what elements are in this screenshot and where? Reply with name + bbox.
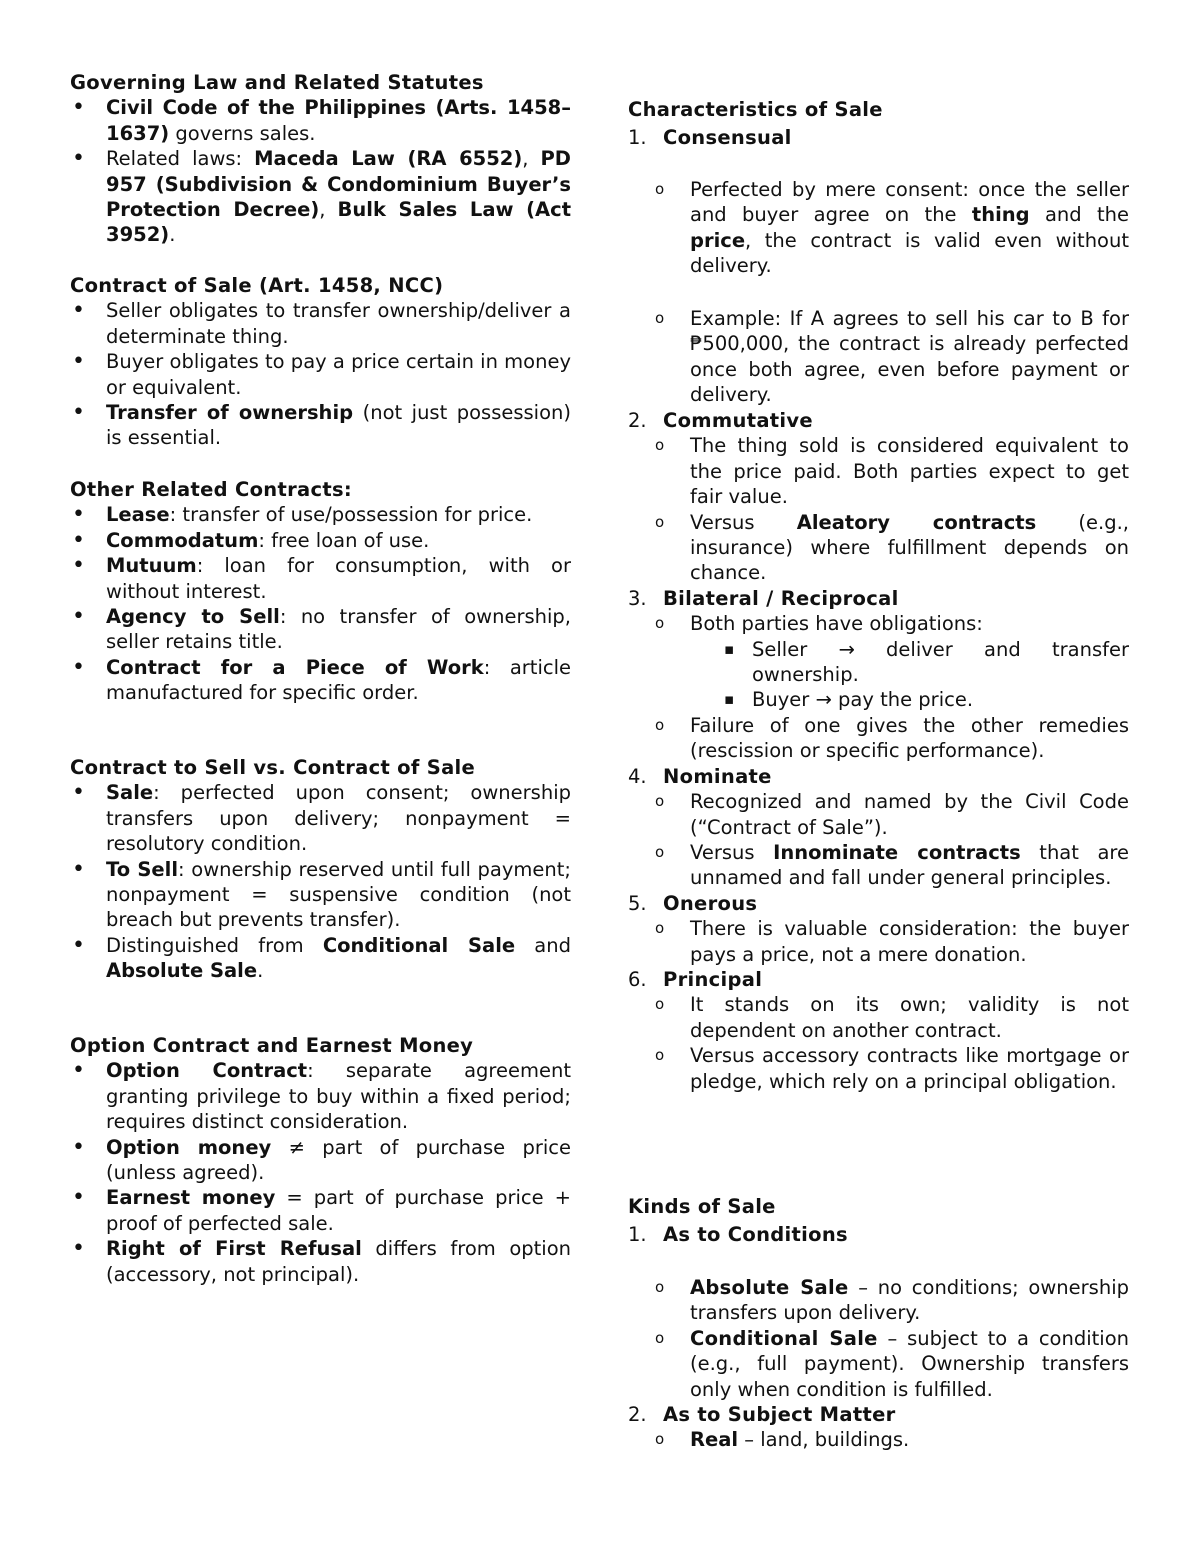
other-related-contracts-section bbox=[70, 477, 571, 706]
char-consensual bbox=[628, 125, 1129, 150]
list-item: • Distinguished from Conditional Sale and Absolute Sale. bbox=[70, 933, 571, 984]
numbered-item-title: 6. Principal bbox=[628, 967, 763, 991]
section-heading: Other Related Contracts: bbox=[70, 478, 352, 501]
numbered-item-title: 1. As to Conditions bbox=[628, 1223, 848, 1247]
governing-law-section bbox=[70, 70, 571, 248]
list-item: • Earnest money = part of purchase price + proof of perfected sale. bbox=[70, 1185, 571, 1236]
list-item: • Right of First Refusal differs from option (accessory, not principal). bbox=[70, 1236, 571, 1287]
section-heading: Contract to Sell vs. Contract of Sale bbox=[70, 756, 476, 779]
sub-item: o Versus Aleatory contracts (e.g., insurance) where fulfillment depends on chance. bbox=[628, 510, 1129, 586]
sub-item: o Perfected by mere consent: once the seller and buyer agree on the thing and the price, the contract is valid even without delivery. bbox=[628, 177, 1129, 279]
numbered-item-title: 4. Nominate bbox=[628, 764, 772, 788]
list-item: • Seller obligates to transfer ownership/deliver a determinate thing. bbox=[70, 298, 571, 349]
sub-sub-item: ▪ Seller → deliver and transfer ownership. bbox=[628, 637, 1129, 688]
sub-item: o Real – land, buildings. bbox=[628, 1427, 1129, 1452]
numbered-item-title: 2. As to Subject Matter bbox=[628, 1403, 896, 1427]
list-item: • Civil Code of the Philippines (Arts. 1458–1637) governs sales. bbox=[70, 95, 571, 146]
numbered-item-title: 3. Bilateral / Reciprocal bbox=[628, 586, 899, 610]
list-item: • Contract for a Piece of Work: article manufactured for specific order. bbox=[70, 655, 571, 706]
kinds-of-sale-section bbox=[628, 1194, 1129, 1248]
option-contract-section bbox=[70, 1033, 571, 1287]
contract-of-sale-section bbox=[70, 273, 571, 451]
sub-item: o It stands on its own; validity is not dependent on another contract. bbox=[628, 992, 1129, 1043]
section-heading: Characteristics of Sale bbox=[628, 98, 883, 121]
list-item: • Sale: perfected upon consent; ownership transfers upon delivery; nonpayment = resolutory condition. bbox=[70, 780, 571, 856]
list-item: • Buyer obligates to pay a price certain in money or equivalent. bbox=[70, 349, 571, 400]
char-consensual-sub1 bbox=[628, 177, 1129, 279]
sub-item: o Both parties have obligations: bbox=[628, 611, 1129, 636]
list-item: • Option money ≠ part of purchase price (unless agreed). bbox=[70, 1135, 571, 1186]
kinds-conditions-items bbox=[628, 1275, 1129, 1453]
sub-item: o Conditional Sale – subject to a condition (e.g., full payment). Ownership transfers only when condition is fulfilled. bbox=[628, 1326, 1129, 1402]
sub-item: o There is valuable consideration: the buyer pays a price, not a mere donation. bbox=[628, 916, 1129, 967]
sub-item: o Absolute Sale – no conditions; ownership transfers upon delivery. bbox=[628, 1275, 1129, 1326]
characteristics-heading-block bbox=[628, 97, 1129, 122]
section-heading: Contract of Sale (Art. 1458, NCC) bbox=[70, 274, 444, 297]
contract-to-sell-section bbox=[70, 755, 571, 984]
list-item: • Option Contract: separate agreement granting privilege to buy within a fixed period; requires distinct consideration. bbox=[70, 1058, 571, 1134]
list-item: • Commodatum: free loan of use. bbox=[70, 528, 571, 553]
section-heading: Kinds of Sale bbox=[628, 1195, 776, 1218]
list-item: • Mutuum: loan for consumption, with or without interest. bbox=[70, 553, 571, 604]
list-item: • Transfer of ownership (not just possession) is essential. bbox=[70, 400, 571, 451]
sub-sub-item: ▪ Buyer → pay the price. bbox=[628, 687, 1129, 712]
sub-item: o Failure of one gives the other remedies (rescission or specific performance). bbox=[628, 713, 1129, 764]
sub-item: o Versus Innominate contracts that are unnamed and fall under general principles. bbox=[628, 840, 1129, 891]
sub-item: o Example: If A agrees to sell his car to B for ₱500,000, the contract is already perfected once both agree, even before payment or delivery. bbox=[628, 306, 1129, 408]
list-item: • Lease: transfer of use/possession for price. bbox=[70, 502, 571, 527]
numbered-item-title: 2. Commutative bbox=[628, 409, 813, 432]
sub-item: o Versus accessory contracts like mortgage or pledge, which rely on a principal obligation. bbox=[628, 1043, 1129, 1094]
numbered-item-title: 5. Onerous bbox=[628, 891, 758, 915]
list-item: • Related laws: Maceda Law (RA 6552), PD 957 (Subdivision & Condominium Buyer’s Protection Decree), Bulk Sales Law (Act 3952). bbox=[70, 146, 571, 248]
section-heading: Option Contract and Earnest Money bbox=[70, 1034, 474, 1057]
sub-item: o Recognized and named by the Civil Code (“Contract of Sale”). bbox=[628, 789, 1129, 840]
section-heading: Governing Law and Related Statutes bbox=[70, 71, 484, 94]
numbered-item-title: 1. Consensual bbox=[628, 126, 792, 149]
char-commutative bbox=[628, 408, 1129, 1094]
sub-item: o The thing sold is considered equivalent to the price paid. Both parties expect to get fair value. bbox=[628, 433, 1129, 509]
char-consensual-sub2 bbox=[628, 306, 1129, 408]
list-item: • Agency to Sell: no transfer of ownership, seller retains title. bbox=[70, 604, 571, 655]
list-item: • To Sell: ownership reserved until full payment; nonpayment = suspensive condition (not breach but prevents transfer). bbox=[70, 857, 571, 933]
